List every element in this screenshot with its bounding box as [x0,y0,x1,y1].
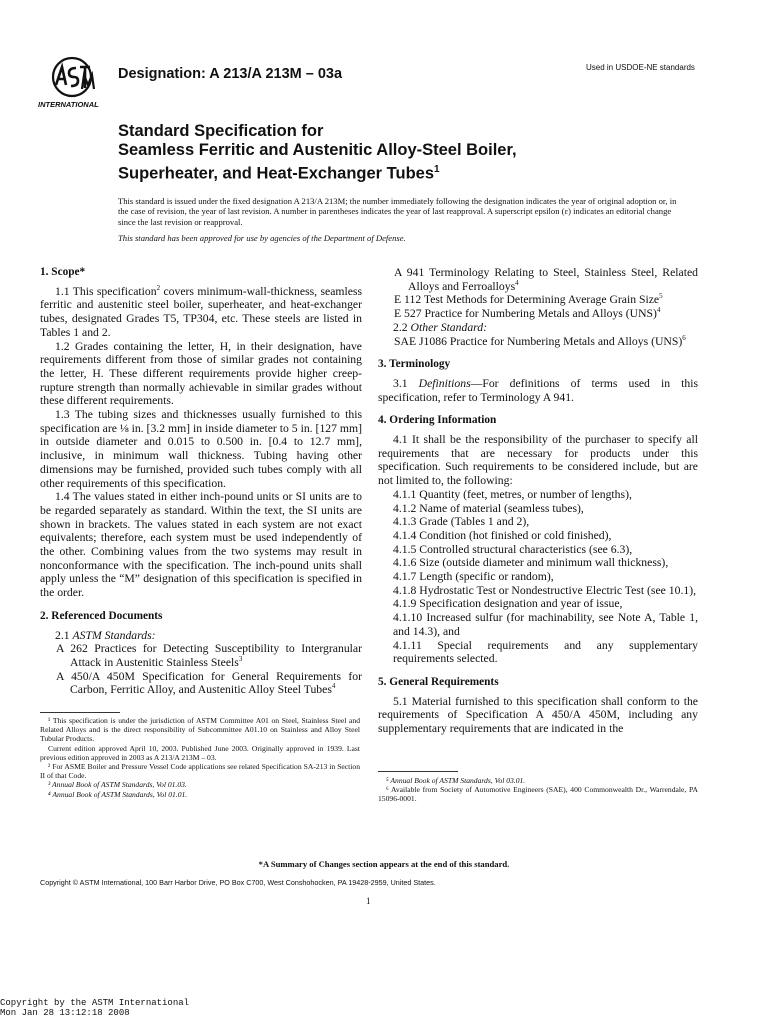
section-referenced-documents [40,610,362,697]
page-number: 1 [366,896,371,906]
title-line-1: Standard Specification for [118,122,324,140]
footnote-1-approval: Current edition approved April 10, 2003. Published June 2003. Originally approved in 1939. Last previous edition approved in 2003 as A 213/A 213M – 03. [40,743,360,762]
section-heading: 4. Ordering Information [378,414,497,427]
dod-approval: This standard has been approved for use by agencies of the Department of Defense. [118,232,406,243]
section-ordering-information [378,414,698,666]
left-column [40,266,362,707]
ordering-item: 4.1.10 Increased sulfur (for machinability, see Note A, Table 1, and 14.3), and [393,611,698,638]
svg-text:INTERNATIONAL: INTERNATIONAL [38,100,99,109]
section-heading: 2. Referenced Documents [40,609,163,622]
ordering-item: 4.1.6 Size (outside diameter and minimum wall thickness), [393,556,669,570]
ordering-item: 4.1.7 Length (specific or random), [393,570,554,584]
paragraph-1-2: 1.2 Grades containing the letter, H, in their designation, have requirements different from those of similar grades not containing the letter, H. These different requirements provide higher creep-rupture strength than normally achievable in similar grades without these different requirements. [40,339,362,408]
footnote-1: ¹ This specification is under the jurisdiction of ASTM Committee A01 on Steel, Stainless Steel and Related Alloys and is the direct responsibility of Subcommittee A01.10 on Stainless and Alloy Steel Tubular Products. [40,716,360,744]
paragraph-4-1: 4.1 It shall be the responsibility of the purchaser to specify all requirements that are necessary for products under this specification. Such requirements to be considered include, but are not limited to, the following: [378,433,698,488]
summary-note: *A Summary of Changes section appears at the end of this standard. [258,859,510,869]
designation: Designation: A 213/A 213M – 03a [118,66,343,82]
right-footnotes [378,776,698,804]
paragraph-2-1: 2.1 ASTM Standards: [55,628,156,642]
reference-a262: A 262 Practices for Detecting Susceptibility to Intergranular Attack in Austenitic Stainless Steels$^3$ [56,642,362,669]
reference-e527: E 527 Practice for Numbering Metals and Alloys (UNS)$^4$ [394,306,661,321]
paragraph-1-4: 1.4 The values stated in either inch-pound units or SI units are to be regarded separately as standard. Within the text, the SI units are shown in brackets. The values stated in each system are not exact equivalents; therefore, each system must be used independently of the other. Combining values from the two systems may result in nonconformance with the specification. The inch-pound units shall apply unless the “M” designation of this specification is specified in the order. [40,490,362,600]
footnote-6: ⁶ Available from Society of Automotive Engineers (SAE), 400 Commonwealth Dr., Warrendale, PA 15096-0001. [378,785,698,804]
section-heading: 3. Terminology [378,358,451,371]
usage-note: Used in USDOE-NE standards [586,63,695,72]
astm-logo [36,55,108,111]
left-footnotes [40,716,360,799]
footnote-divider [378,771,458,772]
ordering-item: 4.1.9 Specification designation and year of issue, [393,597,623,611]
ordering-item: 4.1.2 Name of material (seamless tubes), [393,501,584,515]
issuance-paragraph: This standard is issued under the fixed designation A 213/A 213M; the number immediately following the designation indicates the year of original adoption or, in the case of revision, the year of last revision. A number in parentheses indicates the year of last reapproval. A superscript epsilon (ε) indicates an editorial change since the last revision or reapproval. [118,196,677,227]
reference-e112: E 112 Test Methods for Determining Average Grain Size$^5$ [394,292,663,307]
title-line-2: Seamless Ferritic and Austenitic Alloy-Steel Boiler, [118,141,517,159]
ordering-list [378,488,698,666]
title-line-3: Superheater, and Heat-Exchanger Tubes$^1$ [118,164,440,183]
astm-logo-icon [36,55,108,111]
ordering-item: 4.1.8 Hydrostatic Test or Nondestructive Electric Test (see 10.1), [393,583,697,597]
ordering-item: 4.1.4 Condition (hot finished or cold finished), [393,528,612,542]
stamp-line-2: Mon Jan 28 13:12:18 2008 [0,1008,130,1018]
footnote-5: ⁵ Annual Book of ASTM Standards, Vol 03.01. [386,776,526,785]
section-heading: 5. General Requirements [378,675,499,688]
ordering-item: 4.1.3 Grade (Tables 1 and 2), [393,515,530,529]
watermark-stamp [0,998,189,1018]
section-general-requirements [378,676,698,736]
ordering-item: 4.1.1 Quantity (feet, metres, or number of lengths), [393,487,632,501]
footnote-divider [40,712,120,713]
reference-sae-j1086: SAE J1086 Practice for Numbering Metals and Alloys (UNS)$^6$ [394,333,686,348]
paragraph-2-2: 2.2 Other Standard: [393,320,488,334]
reference-a450: A 450/A 450M Specification for General Requirements for Carbon, Ferritic Alloy, and Austenitic Alloy Steel Tubes$^4$ [56,669,362,697]
footnote-4: ⁴ Annual Book of ASTM Standards, Vol 01.01. [48,789,188,799]
paragraph-1-3: 1.3 The tubing sizes and thicknesses usually furnished to this specification are ⅛ in. [3.2 mm] in inside diameter to 5 in. [127 mm] in outside diameter and 0.015 to 0.500 in. [0.4 to 12.7 mm], inclusive, in minimum wall thickness. Tubing having other dimensions may be furnished, provided such tubes comply with all other requirements of this specification. [40,408,362,490]
issuance-note [118,196,678,243]
ordering-item: 4.1.5 Controlled structural characteristics (see 6.3), [393,542,633,556]
document-title [118,122,678,184]
section-heading: 1. Scope* [40,266,86,278]
section-scope [40,266,362,600]
copyright-line: Copyright © ASTM International, 100 Barr Harbor Drive, PO Box C700, West Conshohocken, PA 19428-2959, United States. [40,878,436,887]
footnote-2: ² For ASME Boiler and Pressure Vessel Code applications see related Specification SA-213 in Section II of that Code. [40,762,360,781]
paragraph-1-1: 1.1 This specification$^2$ covers minimum-wall-thickness, seamless ferritic and austenitic steel boiler, superheater, and heat-exchanger tubes, designated Grades T5, TP304, etc. These steels are listed in Tables 1 and 2. [40,283,363,339]
paragraph-5-1: 5.1 Material furnished to this specification shall conform to the requirements of Specification A 450/A 450M, including any supplementary requirements that are indicated in the [378,694,698,736]
section-terminology [378,358,698,404]
ordering-item: 4.1.11 Special requirements and any supplementary requirements selected. [393,638,698,666]
right-column [378,266,698,746]
stamp-line-1: Copyright by the ASTM International [0,998,190,1008]
paragraph-3-1: 3.1 Definitions—For definitions of terms used in this specification, refer to Terminology A 941. [378,376,698,404]
footnote-3: ³ Annual Book of ASTM Standards, Vol 01.03. [48,780,187,790]
reference-a941: A 941 Terminology Relating to Steel, Stainless Steel, Related Alloys and Ferroalloys$^4$ [394,266,698,293]
references-continued [378,266,698,348]
